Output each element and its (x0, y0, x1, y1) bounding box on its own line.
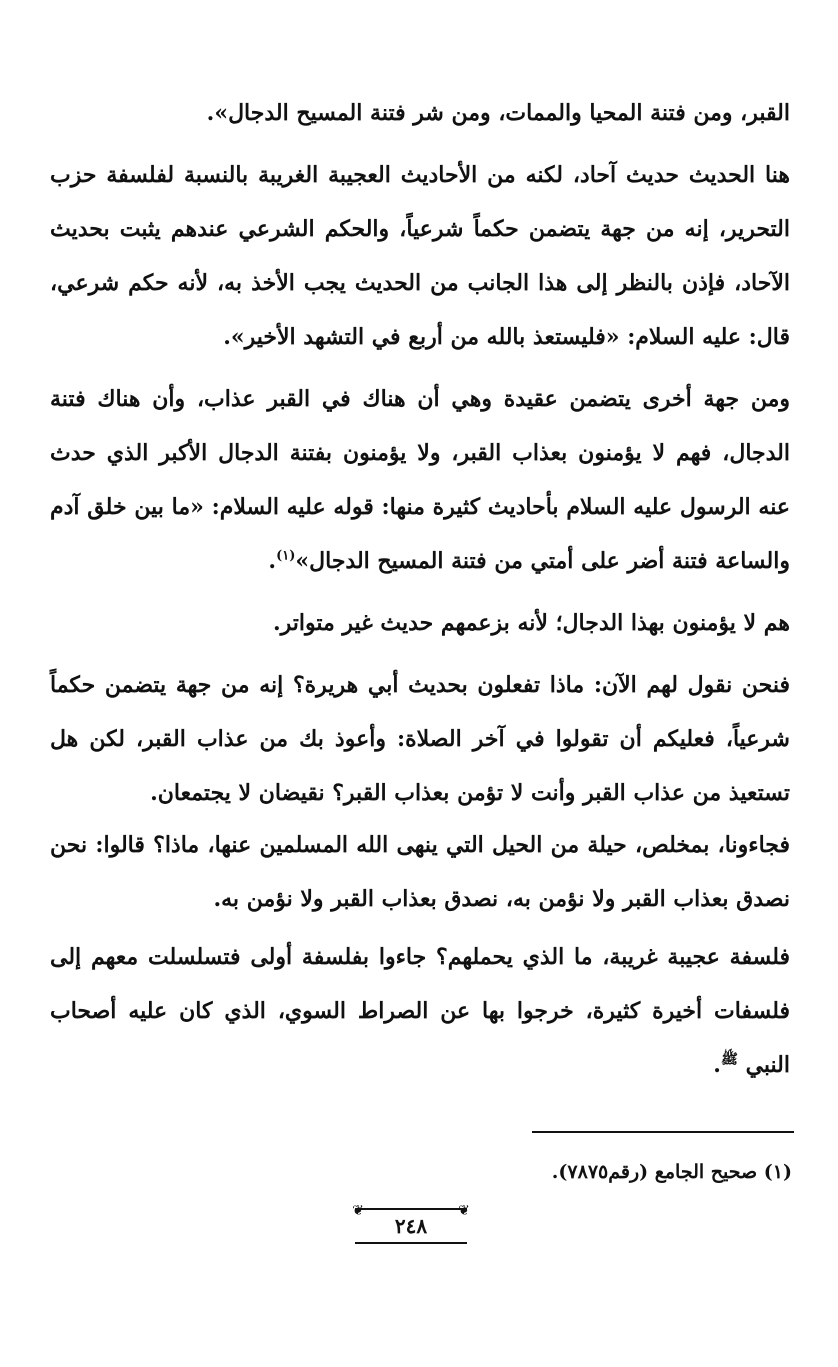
paragraph-7-period: . (713, 1052, 721, 1078)
paragraph-7 (50, 930, 790, 1092)
page-number-frame (352, 1203, 470, 1244)
paragraph-4-text: هم لا يؤمنون بهذا الدجال؛ لأنه بزعمهم حديث غير متواتر. (272, 610, 790, 636)
frame-ornament-right-icon: ❦ (458, 1203, 470, 1219)
paragraph-2 (50, 148, 790, 364)
frame-ornament-left-icon: ❦ (352, 1203, 364, 1219)
paragraph-5-text: فنحن نقول لهم الآن: ماذا تفعلون بحديث أبي هريرة؟ إنه من جهة يتضمن حكماً شرعياً، فعليكم أن تقولوا في آخر الصلاة: وأعوذ بك من عذاب القبر، لكن هل تستعيذ من عذاب القبر وأنت لا تؤمن بعذاب القبر؟ نقيضان لا يجتمعان. (50, 672, 790, 806)
salawat-honorific: ﷺ (720, 1051, 738, 1068)
paragraph-1 (50, 86, 790, 140)
paragraph-3 (50, 372, 790, 588)
footnote-divider (532, 1131, 794, 1133)
paragraph-3-period: . (268, 548, 277, 574)
page-number: ٢٤٨ (394, 1214, 428, 1238)
paragraph-2-text: هنا الحديث حديث آحاد، لكنه من الأحاديث العجيبة الغريبة بالنسبة لفلسفة حزب التحرير، إنه من جهة يتضمن حكماً شرعياً، والحكم الشرعي عندهم يثبت بحديث الآحاد، فإذن بالنظر إلى هذا الجانب من الحديث يجب الأخذ به، لأنه حكم شرعي، قال: عليه السلام: «فليستعذ بالله من أربع في التشهد الأخير». (50, 162, 790, 350)
paragraph-1-text: القبر، ومن فتنة المحيا والممات، ومن شر فتنة المسيح الدجال». (206, 100, 790, 126)
paragraph-5 (50, 658, 790, 820)
paragraph-4 (50, 596, 790, 650)
paragraph-6 (50, 818, 790, 926)
paragraph-6-text: فجاءونا، بمخلص، حيلة من الحيل التي ينهى الله المسلمين عنها، ماذا؟ قالوا: نحن نصدق بعذاب القبر ولا نؤمن به، نصدق بعذاب القبر ولا نؤمن به. (50, 832, 790, 912)
paragraph-7-text: فلسفة عجيبة غريبة، ما الذي يحملهم؟ جاءوا بفلسفة أولى فتسلسلت معهم إلى فلسفات أخيرة كثيرة، خرجوا بها عن الصراط السوي، الذي كان عليه أصحاب النبي (50, 944, 790, 1078)
footnote: (١) صحيح الجامع (رقم٧٨٧٥). (551, 1161, 792, 1183)
footnote-reference: (١) (276, 548, 296, 564)
paragraph-3-text: ومن جهة أخرى يتضمن عقيدة وهي أن هناك في القبر عذاب، وأن هناك فتنة الدجال، فهم لا يؤمنون بعذاب القبر، ولا يؤمنون بفتنة الدجال الأكبر الذي حدث عنه الرسول عليه السلام بأحاديث كثيرة منها: قوله عليه السلام: «ما بين خلق آدم والساعة فتنة أضر على أمتي من فتنة المسيح الدجال» (50, 386, 790, 574)
